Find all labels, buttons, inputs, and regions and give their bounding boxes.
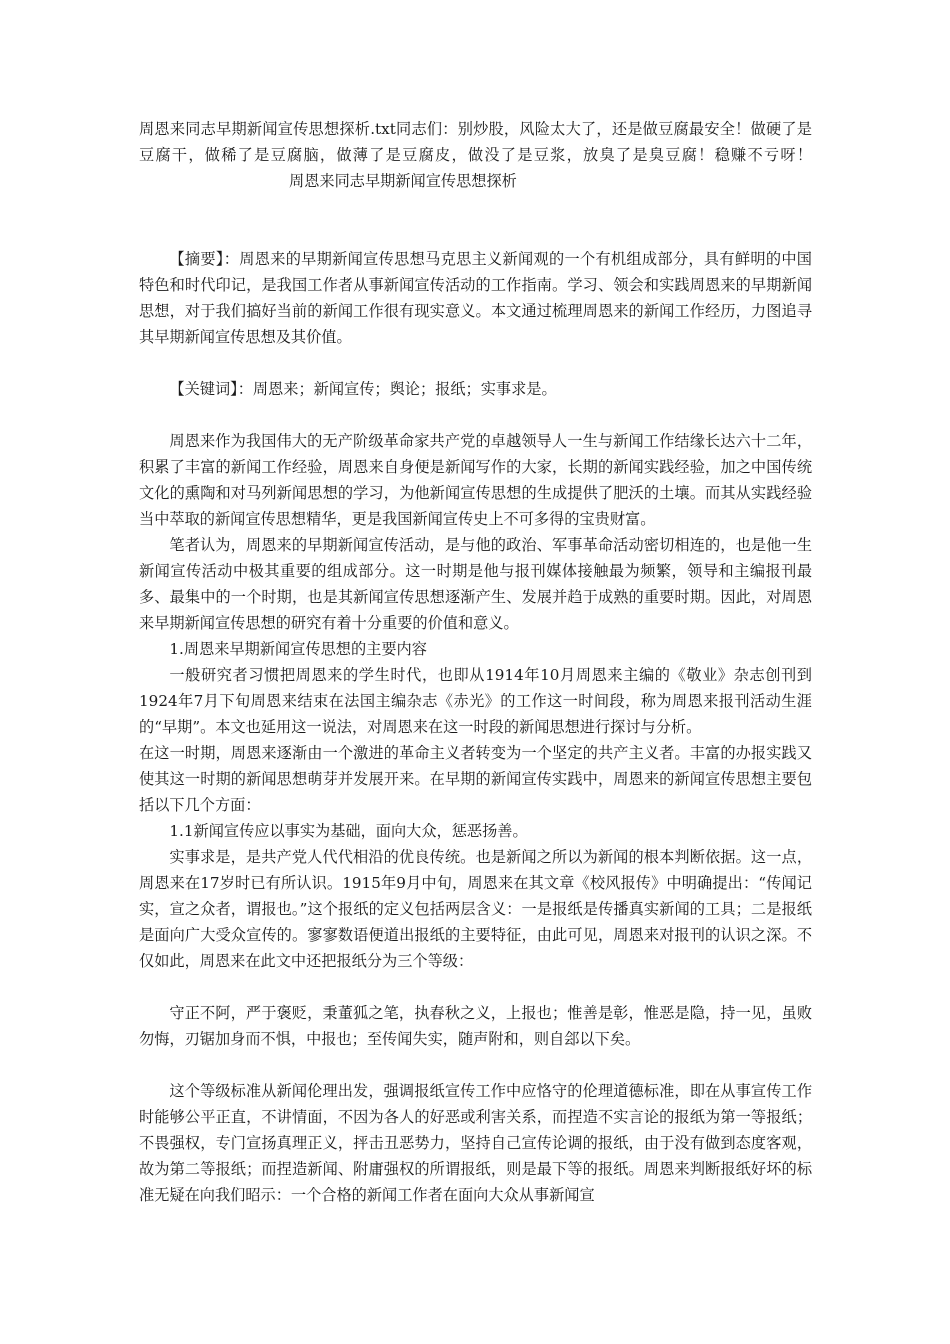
abstract-paragraph: 【摘要】：周恩来的早期新闻宣传思想马克思主义新闻观的一个有机组成部分，具有鲜明的中国特色和时代印记，是我国工作者从事新闻宣传活动的工作指南。学习、领会和实践周恩来的早期新闻思想，对于我们搞好当前的新闻工作很有现实意义。本文通过梳理周恩来的新闻工作经历，力图追寻其早期新闻宣传思想及其价值。 [139, 250, 812, 346]
header-text: 周恩来同志早期新闻宣传思想探析.txt同志们：别炒股，风险太大了，还是做豆腐最安全！做硬了是豆腐干，做稀了是豆腐脑，做薄了是豆腐皮，做没了是豆浆，放臭了是臭豆腐！稳赚不亏呀！ [139, 120, 812, 164]
body-paragraph-4: 在这一时期，周恩来逐渐由一个激进的革命主义者转变为一个坚定的共产主义者。丰富的办报实践又使其这一时期的新闻思想萌芽并发展开来。在早期的新闻宣传实践中，周恩来的新闻宣传思想主要包括以下几个方面： [139, 744, 812, 814]
keywords-paragraph: 【关键词】：周恩来；新闻宣传；舆论；报纸；实事求是。 [169, 380, 557, 398]
document-page [139, 116, 812, 1208]
body-paragraph-2: 笔者认为，周恩来的早期新闻宣传活动，是与他的政治、军事革命活动密切相连的，也是他一生新闻宣传活动中极其重要的组成部分。这一时期是他与报刊媒体接触最为频繁，领导和主编报刊最多、最集中的一个时期，也是其新闻宣传思想逐渐产生、发展并趋于成熟的重要时期。因此，对周恩来早期新闻宣传思想的研究有着十分重要的价值和意义。 [139, 536, 812, 632]
document-header [139, 116, 812, 194]
body-paragraph-5: 实事求是，是共产党人代代相沿的优良传统。也是新闻之所以为新闻的根本判断依据。这一点，周恩来在17岁时已有所认识。1915年9月中旬，周恩来在其文章《校风报传》中明确提出：“传闻记实，宣之众者，谓报也。”这个报纸的定义包括两层含义：一是报纸是传播真实新闻的工具；二是报纸是面向广大受众宣传的。寥寥数语便道出报纸的主要特征，由此可见，周恩来对报刊的认识之深。不仅如此，周恩来在此文中还把报纸分为三个等级： [139, 848, 812, 970]
section-heading-1: 1.周恩来早期新闻宣传思想的主要内容 [169, 640, 427, 658]
section-heading-1-1: 1.1新闻宣传应以事实为基础，面向大众，惩恶扬善。 [169, 822, 528, 840]
quote-paragraph: 守正不阿，严于褒贬，秉董狐之笔，执春秋之义，上报也；惟善是彰，惟恶是隐，持一见，虽败勿悔，刃锯加身而不惧，中报也；至传闻失实，随声附和，则自郐以下矣。 [139, 1004, 812, 1048]
document-title: 周恩来同志早期新闻宣传思想探析 [289, 172, 517, 190]
body-paragraph-3: 一般研究者习惯把周恩来的学生时代，也即从1914年10月周恩来主编的《敬业》杂志创刊到1924年7月下旬周恩来结束在法国主编杂志《赤光》的工作这一时间段，称为周恩来报刊活动生涯的“早期”。本文也延用这一说法，对周恩来在这一时段的新闻思想进行探讨与分析。 [139, 666, 812, 736]
body-paragraph-6: 这个等级标准从新闻伦理出发，强调报纸宣传工作中应恪守的伦理道德标准，即在从事宣传工作时能够公平正直，不讲情面，不因为各人的好恶或利害关系，而捏造不实言论的报纸为第一等报纸；不畏强权，专门宣扬真理正义，抨击丑恶势力，坚持自己宣传论调的报纸，由于没有做到态度客观，故为第二等报纸；而捏造新闻、附庸强权的所谓报纸，则是最下等的报纸。周恩来判断报纸好坏的标准无疑在向我们昭示：一个合格的新闻工作者在面向大众从事新闻宣 [139, 1082, 812, 1204]
body-paragraph-1: 周恩来作为我国伟大的无产阶级革命家共产党的卓越领导人一生与新闻工作结缘长达六十二年，积累了丰富的新闻工作经验，周恩来自身便是新闻写作的大家，长期的新闻实践经验，加之中国传统文化的熏陶和对马列新闻思想的学习，为他新闻宣传思想的生成提供了肥沃的土壤。而其从实践经验当中萃取的新闻宣传思想精华，更是我国新闻宣传史上不可多得的宝贵财富。 [139, 432, 812, 528]
